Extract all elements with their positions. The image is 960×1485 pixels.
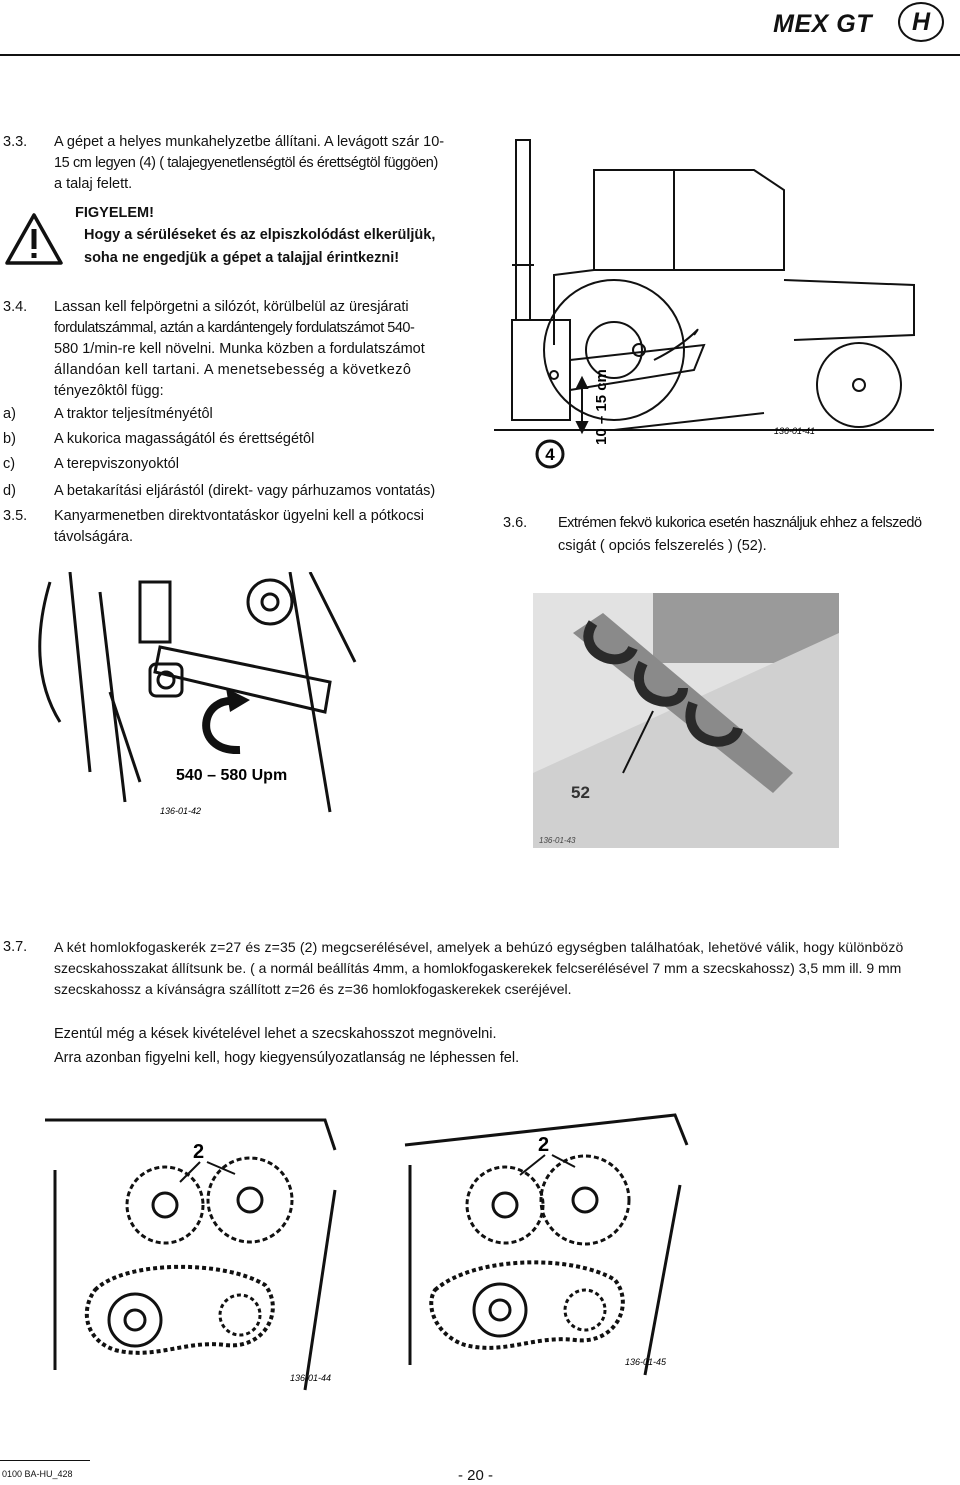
section-3-6-line: Extrémen fekvö kukorica esetén használjuk ehhez a felszedö (558, 515, 922, 531)
gearbox-speed-figure (30, 572, 362, 820)
section-3-7-line: A két homlokfogaskerék z=27 és z=35 (2) megcserélésével, amelyek a behúzó egységben találhatóak, lehetövé válik, hogy különbözö (54, 939, 904, 955)
list-item-d: A betakarítási eljárástól (direkt- vagy párhuzamos vontatás) (54, 483, 436, 499)
section-3-4-text (54, 297, 454, 402)
section-3-3-line: 15 cm legyen (4) ( talajegyenetlenségtöl és érettségtöl függöen) (54, 155, 438, 172)
tractor-dimension-label: 10 – 15 cm (593, 369, 610, 445)
auger-figure-code: 136-01-43 (539, 836, 576, 845)
section-3-3-number: 3.3. (3, 134, 28, 150)
section-3-3-text (54, 132, 452, 195)
tractor-figure-code: 136-01-41 (774, 426, 816, 436)
section-3-5-text (54, 506, 454, 548)
section-3-4-line: fordulatszámmal, aztán a kardántengely fordulatszámot 540- (54, 320, 415, 336)
gears-right-callout-label: 2 (538, 1134, 550, 1156)
section-3-7-extra-line: Arra azonban figyelni kell, hogy kiegyensúlyozatlanság ne léphessen fel. (54, 1050, 520, 1066)
section-3-5-line: távolságára. (54, 529, 133, 546)
section-3-6-number: 3.6. (503, 515, 528, 531)
section-3-6-line: csigát ( opciós felszerelés ) (52). (558, 538, 767, 555)
page-number: - 20 - (458, 1467, 494, 1484)
list-label-c: c) (3, 456, 16, 472)
gears-left-figure (35, 1110, 350, 1395)
section-3-4-line: állandóan kell tartani. A menetsebesség a következô (54, 362, 412, 378)
list-item-a: A traktor teljesítményétôl (54, 406, 213, 422)
warning-icon (4, 211, 64, 267)
section-3-7-extra-line: Ezentúl még a kések kivételével lehet a szecskahosszot megnövelni. (54, 1026, 497, 1042)
warning-text (84, 225, 454, 269)
language-badge: H (898, 2, 944, 42)
footer-rule (0, 1460, 90, 1461)
auger-photo (533, 593, 839, 848)
list-label-b: b) (3, 431, 16, 447)
list-item-b: A kukorica magasságától és érettségétôl (54, 431, 315, 447)
section-3-7-line: szecskahosszakat állítsunk be. ( a normál beállítás 4mm, a homlokfogaskerekek felcserélésével 7 mm a szecskahossz) 3,5 mm ill. 9 mm (54, 960, 902, 976)
list-label-a: a) (3, 406, 16, 422)
warning-title: FIGYELEM! (75, 205, 154, 221)
list-item-c: A terepviszonyoktól (54, 456, 179, 472)
header-rule (0, 54, 960, 56)
section-3-7-line: szecskahossz a kívánságra szállított z=26 és z=36 homlokfogaskerekek cseréjével. (54, 981, 572, 997)
section-3-3-line: A gépet a helyes munkahelyzetbe állítani. A levágott szár 10- (54, 134, 445, 150)
section-3-6-text (558, 513, 958, 557)
tractor-callout-label: 4 (545, 445, 555, 464)
gears-right-figure-code: 136-01-45 (625, 1357, 667, 1367)
gearbox-figure-code: 136-01-42 (160, 806, 202, 816)
list-label-d: d) (3, 483, 16, 499)
tractor-height-figure (494, 130, 934, 470)
section-3-4-line: 580 1/min-re kell növelni. Munka közben a fordulatszámot (54, 341, 425, 357)
section-3-3-line: a talaj felett. (54, 176, 133, 193)
gears-left-callout-label: 2 (193, 1141, 205, 1163)
section-3-7-number: 3.7. (3, 939, 28, 955)
warning-line: Hogy a sérüléseket és az elpiszkolódást elkerüljük, (84, 227, 436, 243)
section-3-4-line: tényezôktôl függ: (54, 383, 164, 399)
section-3-5-number: 3.5. (3, 508, 28, 524)
gearbox-speed-label: 540 – 580 Upm (176, 767, 288, 784)
section-3-7-extra (54, 1022, 654, 1070)
section-3-4-number: 3.4. (3, 299, 28, 315)
gears-right-figure (395, 1105, 690, 1390)
section-3-4-line: Lassan kell felpörgetni a silózót, körülbelül az üresjárati (54, 299, 409, 315)
section-3-7-text (54, 937, 959, 1000)
auger-callout-label: 52 (571, 783, 590, 802)
section-3-5-line: Kanyarmenetben direktvontatáskor ügyelni kell a pótkocsi (54, 508, 424, 524)
footer-doc-code: 0100 BA-HU_428 (2, 1469, 73, 1479)
gears-left-figure-code: 136-01-44 (290, 1373, 332, 1383)
warning-line: soha ne engedjük a gépet a talajjal érintkezni! (84, 250, 400, 267)
header-title: MEX GT (773, 10, 872, 38)
